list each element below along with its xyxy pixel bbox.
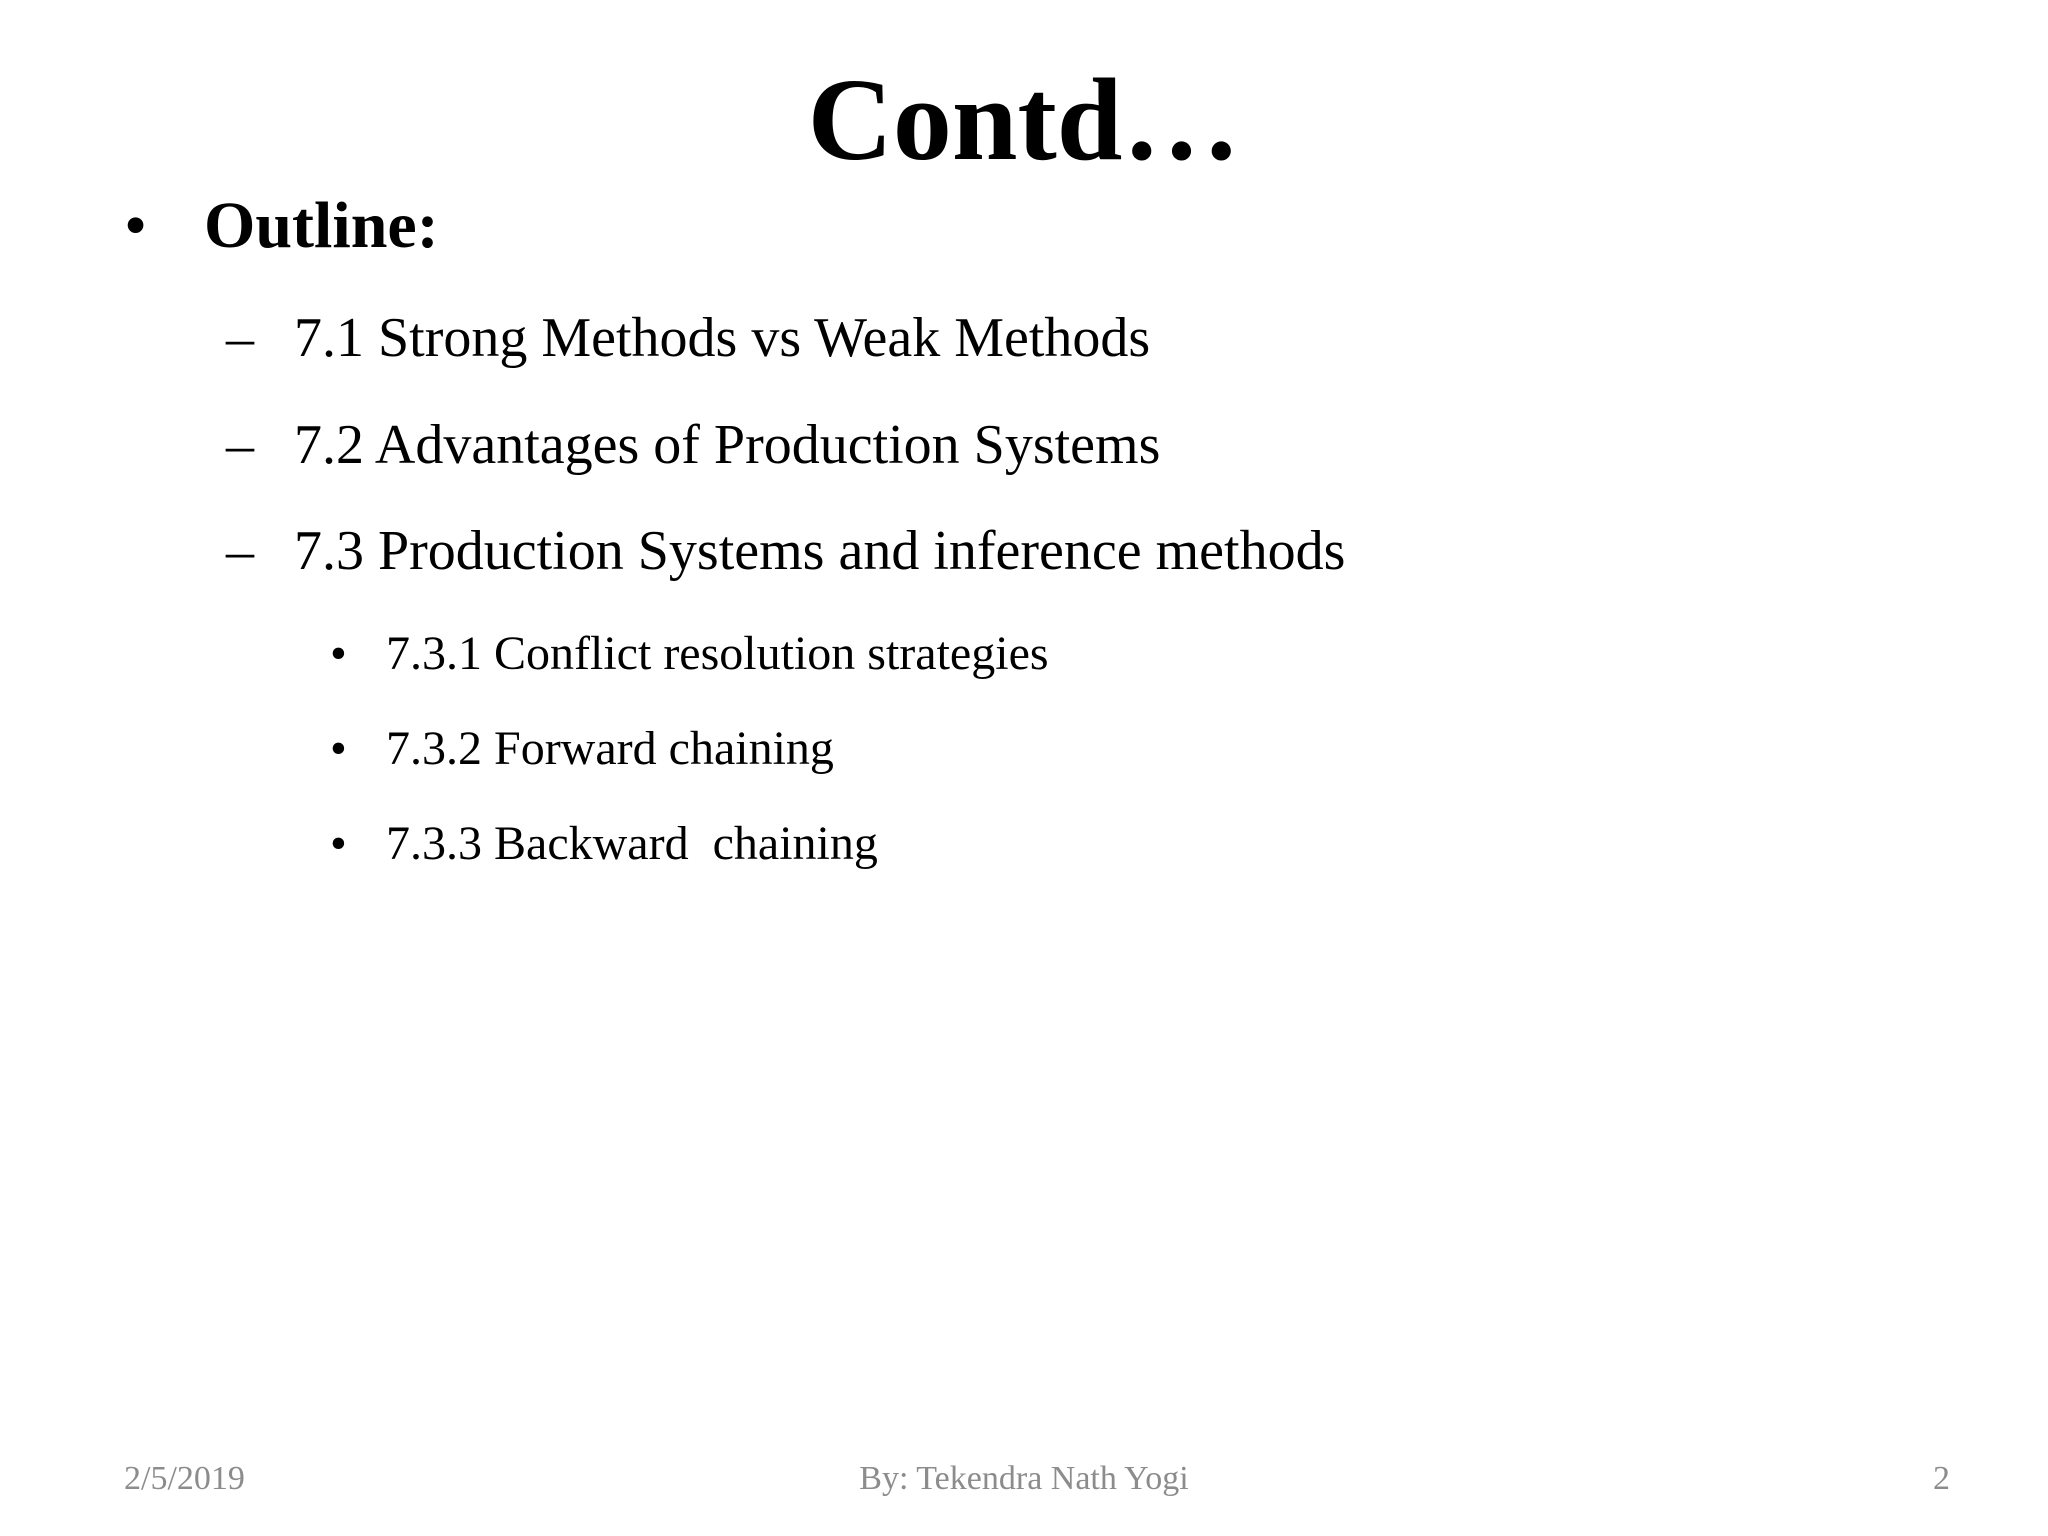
outline-heading bbox=[124, 188, 439, 264]
bullet-marker: • bbox=[124, 189, 148, 262]
outline-item-7-1 bbox=[226, 306, 1150, 370]
footer-author: By: Tekendra Nath Yogi bbox=[859, 1460, 1189, 1497]
bullet-marker: • bbox=[330, 627, 347, 680]
outline-item-7-2 bbox=[226, 413, 1160, 477]
dash-marker: – bbox=[226, 414, 254, 476]
dash-marker: – bbox=[226, 520, 254, 582]
outline-subitem-text: 7.3.1 Conflict resolution strategies bbox=[386, 627, 1049, 680]
outline-subitem-text: 7.3.3 Backward chaining bbox=[386, 817, 878, 870]
outline-subitem-text: 7.3.2 Forward chaining bbox=[386, 722, 834, 775]
outline-subitem-7-3-3 bbox=[330, 816, 878, 871]
outline-subitem-7-3-2 bbox=[330, 721, 834, 776]
outline-item-text: 7.2 Advantages of Production Systems bbox=[294, 414, 1161, 476]
outline-item-7-3 bbox=[226, 519, 1345, 583]
outline-subitem-7-3-1 bbox=[330, 626, 1049, 681]
outline-item-text: 7.1 Strong Methods vs Weak Methods bbox=[294, 307, 1151, 369]
bullet-marker: • bbox=[330, 817, 347, 870]
footer-date: 2/5/2019 bbox=[124, 1460, 245, 1497]
footer-page-number: 2 bbox=[1933, 1460, 1950, 1497]
outline-label: Outline: bbox=[204, 189, 439, 262]
bullet-marker: • bbox=[330, 722, 347, 775]
outline-item-text: 7.3 Production Systems and inference methods bbox=[294, 520, 1346, 582]
slide-title: Contd… bbox=[807, 54, 1241, 185]
dash-marker: – bbox=[226, 307, 254, 369]
